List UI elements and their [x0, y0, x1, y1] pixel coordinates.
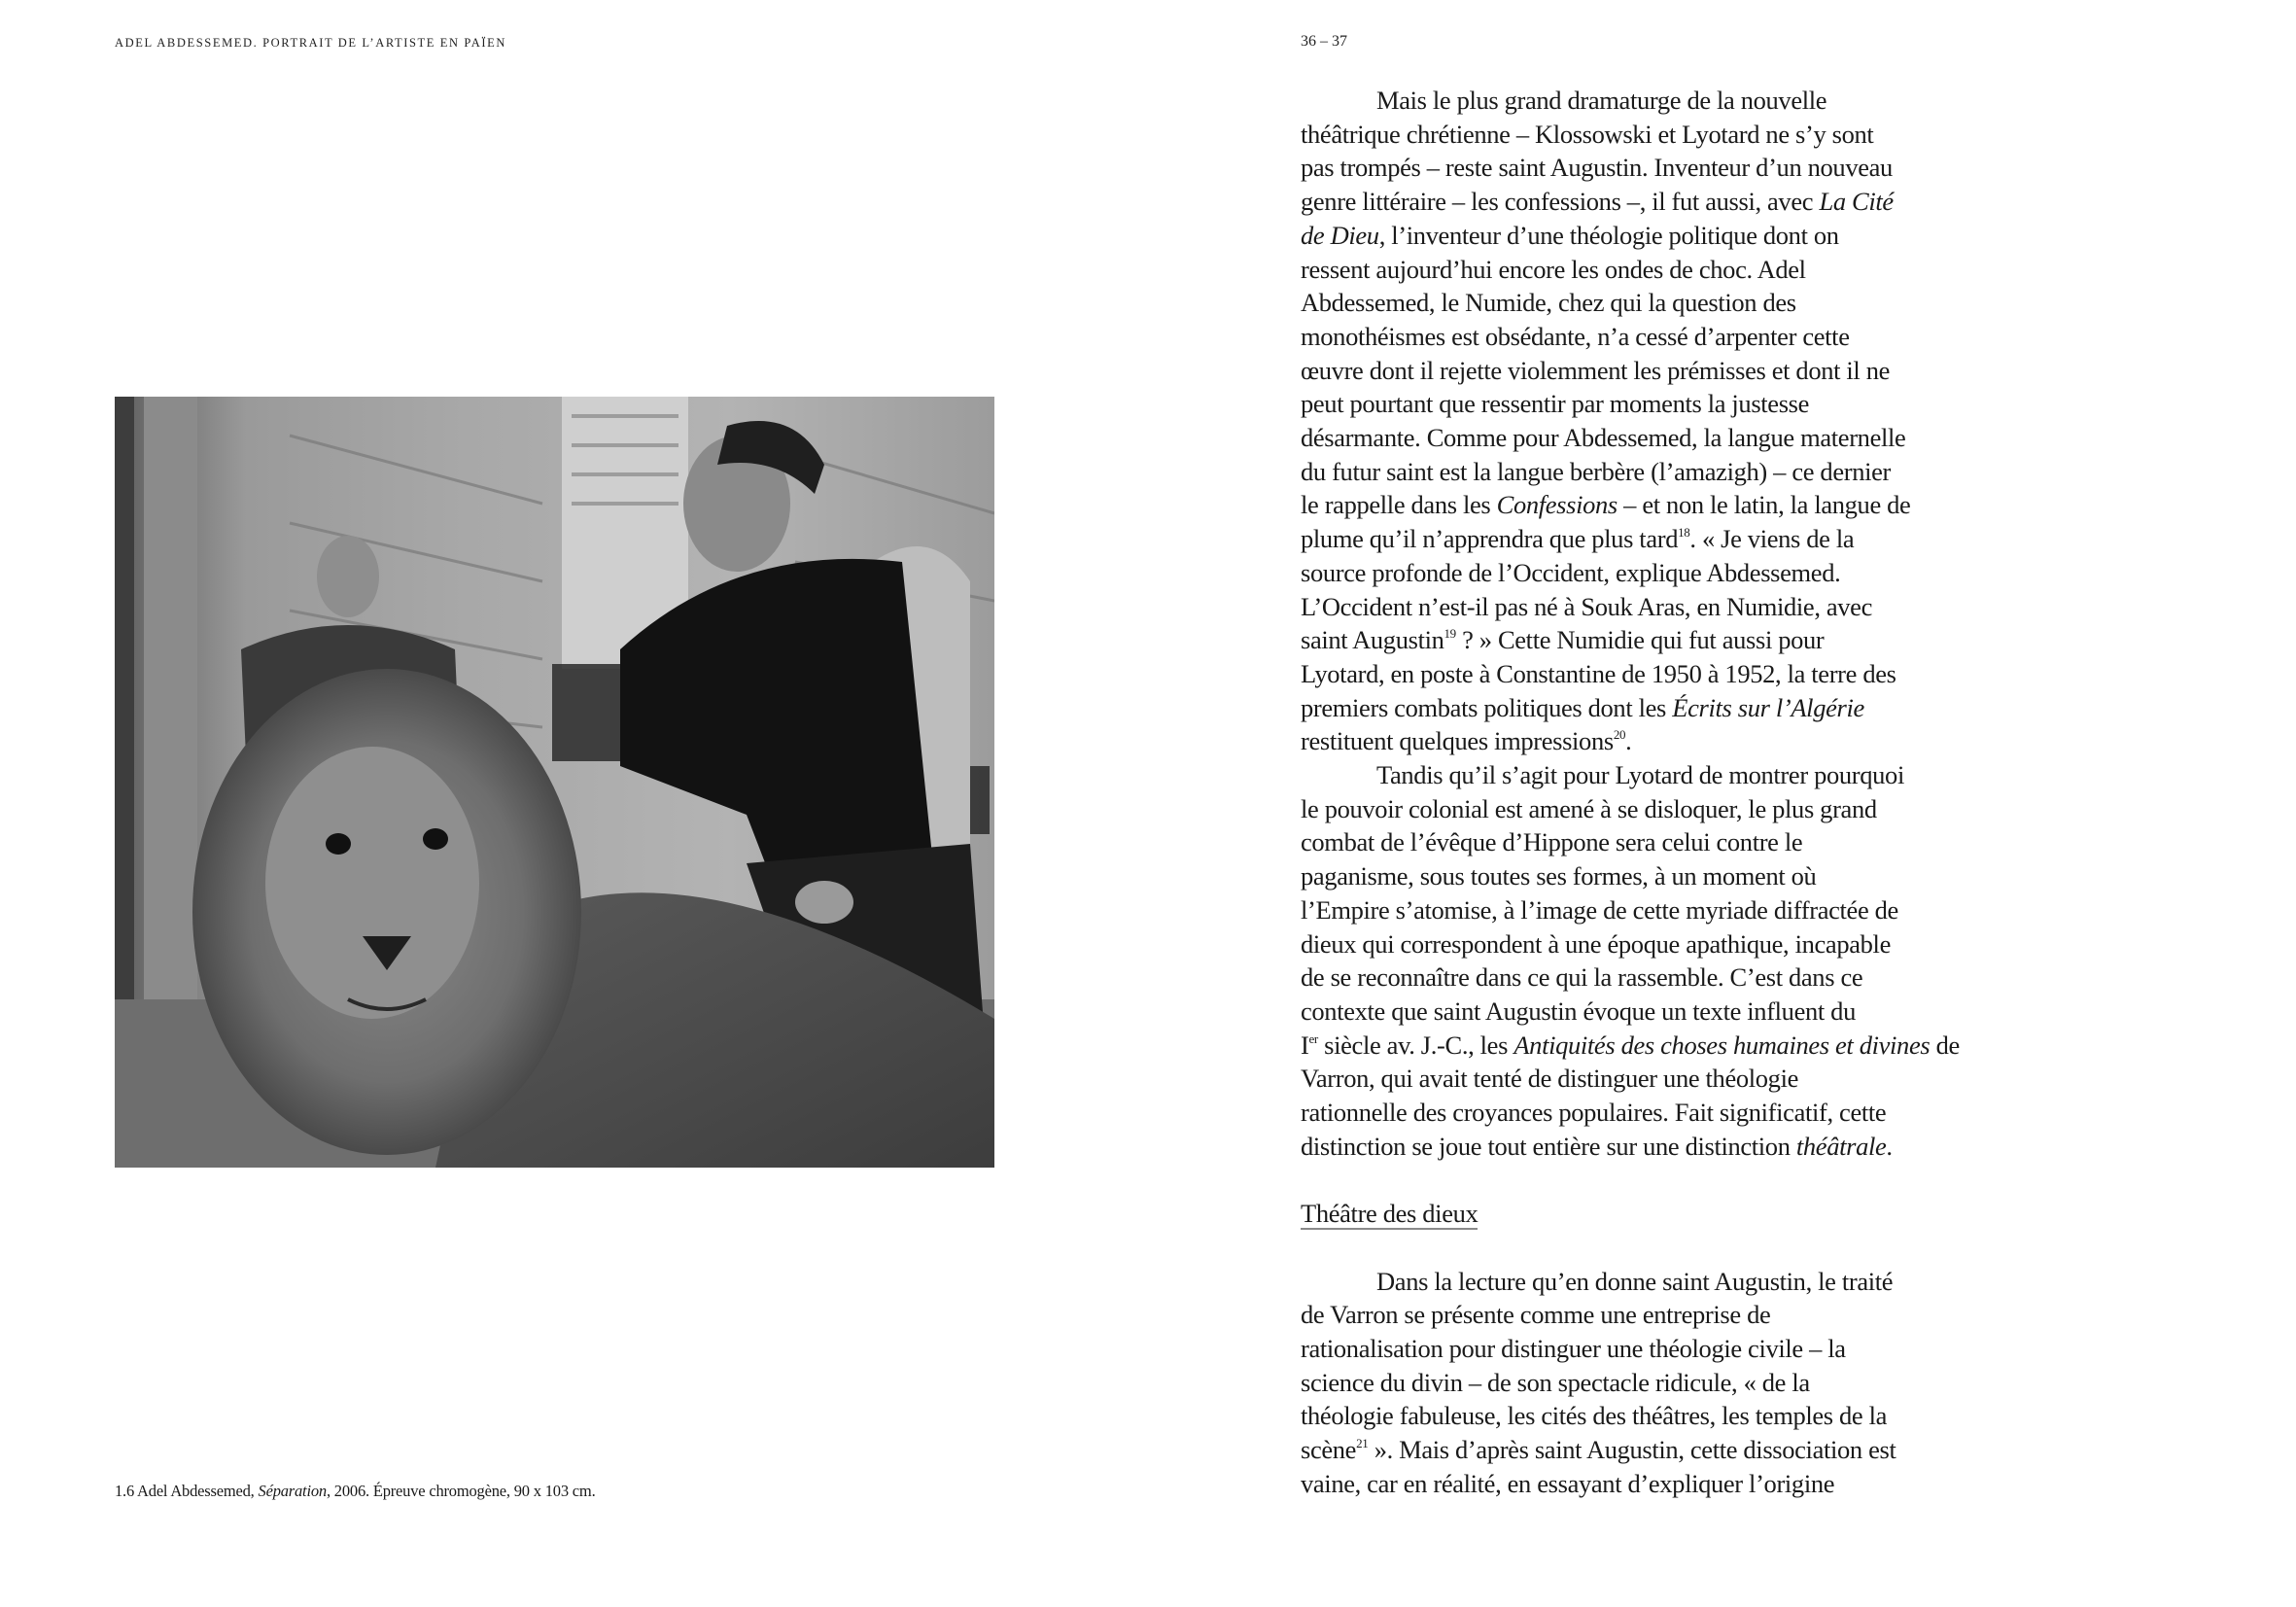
- text-line: [1301, 1062, 2000, 1096]
- photo-illustration: [115, 397, 994, 1168]
- text-line: [1301, 590, 2000, 624]
- text-line: [1301, 1399, 2000, 1433]
- text-run: combat de l’évêque d’Hippone sera celui contre le: [1301, 827, 1803, 857]
- text-run: de Varron se présente comme une entreprise de: [1301, 1300, 1771, 1330]
- italic-title: Antiquités des choses humaines et divines: [1513, 1030, 1931, 1060]
- text-line: [1301, 421, 2000, 455]
- section-heading-line: [1301, 1197, 2000, 1231]
- paragraph-2: [1301, 758, 2000, 1163]
- text-run: peut pourtant que ressentir par moments la justesse: [1301, 389, 1810, 419]
- text-line: [1301, 253, 2000, 287]
- text-run: siècle av. J.-C., les: [1317, 1030, 1514, 1060]
- text-line: [1301, 84, 2000, 118]
- text-run: du futur saint est la langue berbère (l’amazigh) – ce dernier: [1301, 456, 1892, 486]
- section-heading: Théâtre des dieux: [1301, 1199, 1478, 1229]
- text-line: [1301, 623, 2000, 657]
- footnote-ref: 18: [1678, 525, 1690, 541]
- text-line: [1301, 1332, 2000, 1366]
- text-run: – et non le latin, la langue de: [1617, 490, 1911, 520]
- section-spacer: [1301, 1164, 2000, 1198]
- italic-title: théâtrale: [1795, 1131, 1887, 1161]
- text-line: [1301, 1467, 2000, 1501]
- text-line: [1301, 118, 2000, 152]
- text-run: restituent quelques impressions: [1301, 726, 1614, 756]
- text-line: [1301, 724, 2000, 758]
- text-run: .: [1886, 1131, 1893, 1161]
- caption-title: Séparation: [258, 1482, 327, 1500]
- text-line: [1301, 792, 2000, 826]
- page-folio: 36 – 37: [1301, 33, 1347, 50]
- text-line: [1301, 859, 2000, 893]
- text-run: Lyotard, en poste à Constantine de 1950 à 1952, la terre des: [1301, 658, 1896, 688]
- italic-title: de Dieu: [1301, 220, 1379, 250]
- text-run: œuvre dont il rejette violemment les prémisses et dont il ne: [1301, 355, 1891, 385]
- text-run: science du divin – de son spectacle ridicule, « de la: [1301, 1367, 1810, 1397]
- section-spacer: [1301, 1231, 2000, 1265]
- text-line: [1301, 961, 2000, 995]
- text-line: [1301, 893, 2000, 927]
- text-run: Mais le plus grand dramaturge de la nouvelle: [1376, 86, 1827, 115]
- text-line: [1301, 1298, 2000, 1332]
- text-run: rationalisation pour distinguer une théologie civile – la: [1301, 1333, 1846, 1363]
- text-run: , l’inventeur d’une théologie politique dont on: [1378, 220, 1839, 250]
- text-run: . « Je viens de la: [1689, 524, 1855, 554]
- text-line: [1301, 219, 2000, 253]
- text-run: théâtrique chrétienne – Klossowski et Lyotard ne s’y sont: [1301, 119, 1874, 149]
- photograph-lion-and-men: [115, 397, 994, 1168]
- text-line: [1301, 185, 2000, 219]
- text-run: le rappelle dans les: [1301, 490, 1497, 520]
- text-run: scène: [1301, 1435, 1357, 1465]
- text-line: [1301, 320, 2000, 354]
- text-run: de se reconnaître dans ce qui la rassemble. C’est dans ce: [1301, 962, 1863, 993]
- text-line: [1301, 488, 2000, 522]
- text-run: monothéismes est obsédante, n’a cessé d’arpenter cette: [1301, 321, 1850, 351]
- caption-artist: Adel Abdessemed,: [137, 1482, 255, 1500]
- running-head: ADEL ABDESSEMED. PORTRAIT DE L’ARTISTE EN PAÏEN: [115, 36, 506, 50]
- text-run: ressent aujourd’hui encore les ondes de choc. Adel: [1301, 254, 1806, 284]
- text-run: Varron, qui avait tenté de distinguer une théologie: [1301, 1064, 1798, 1094]
- text-line: [1301, 455, 2000, 489]
- text-line: [1301, 354, 2000, 388]
- text-run: contexte que saint Augustin évoque un texte influent du: [1301, 996, 1856, 1026]
- text-run: saint Augustin: [1301, 625, 1444, 655]
- text-line: [1301, 657, 2000, 691]
- text-run: de: [1930, 1030, 1960, 1060]
- text-run: l’Empire s’atomise, à l’image de cette myriade diffractée de: [1301, 894, 1898, 925]
- text-line: [1301, 758, 2000, 792]
- text-run: désarmante. Comme pour Abdessemed, la langue maternelle: [1301, 423, 1906, 453]
- text-run: pas trompés – reste saint Augustin. Inventeur d’un nouveau: [1301, 153, 1893, 183]
- italic-title: Confessions: [1496, 490, 1618, 520]
- text-run: genre littéraire – les confessions –, il fut aussi, avec: [1301, 187, 1820, 217]
- text-run: dieux qui correspondent à une époque apathique, incapable: [1301, 928, 1891, 959]
- text-line: [1301, 1433, 2000, 1467]
- text-line: [1301, 1265, 2000, 1299]
- text-line: [1301, 995, 2000, 1029]
- footnote-ref: er: [1308, 1031, 1318, 1046]
- text-line: [1301, 522, 2000, 556]
- text-line: [1301, 151, 2000, 185]
- caption-details: , 2006. Épreuve chromogène, 90 x 103 cm.: [326, 1482, 596, 1500]
- italic-title: La Cité: [1819, 187, 1894, 217]
- text-run: le pouvoir colonial est amené à se disloquer, le plus grand: [1301, 793, 1877, 823]
- caption-number: 1.6: [115, 1482, 135, 1500]
- text-line: [1301, 1096, 2000, 1130]
- text-run: paganisme, sous toutes ses formes, à un moment où: [1301, 861, 1817, 891]
- footnote-ref: 20: [1613, 727, 1626, 743]
- text-line: [1301, 1029, 2000, 1063]
- text-run: plume qu’il n’apprendra que plus tard: [1301, 524, 1679, 554]
- text-run: distinction se joue tout entière sur une distinction: [1301, 1131, 1796, 1161]
- text-run: ? » Cette Numidie qui fut aussi pour: [1455, 625, 1825, 655]
- text-line: [1301, 825, 2000, 859]
- paragraph-1: [1301, 84, 2000, 758]
- text-run: théologie fabuleuse, les cités des théâtres, les temples de la: [1301, 1401, 1888, 1431]
- body-text-column: [1301, 84, 2000, 1501]
- text-run: Tandis qu’il s’agit pour Lyotard de montrer pourquoi: [1376, 760, 1904, 790]
- text-line: [1301, 1366, 2000, 1400]
- text-line: [1301, 556, 2000, 590]
- italic-title: Écrits sur l’Algérie: [1672, 692, 1864, 722]
- text-run: Dans la lecture qu’en donne saint Augustin, le traité: [1376, 1266, 1894, 1296]
- text-run: ». Mais d’après saint Augustin, cette dissociation est: [1368, 1435, 1896, 1465]
- text-run: source profonde de l’Occident, explique Abdessemed.: [1301, 557, 1841, 587]
- footnote-ref: 19: [1444, 626, 1456, 642]
- text-run: premiers combats politiques dont les: [1301, 692, 1673, 722]
- text-line: [1301, 1130, 2000, 1164]
- text-line: [1301, 927, 2000, 961]
- text-line: [1301, 387, 2000, 421]
- text-run: rationnelle des croyances populaires. Fait significatif, cette: [1301, 1098, 1887, 1128]
- footnote-ref: 21: [1356, 1436, 1369, 1451]
- text-run: L’Occident n’est-il pas né à Souk Aras, en Numidie, avec: [1301, 591, 1873, 621]
- text-run: vaine, car en réalité, en essayant d’expliquer l’origine: [1301, 1468, 1835, 1498]
- text-line: [1301, 286, 2000, 320]
- figure-caption: [115, 1482, 596, 1501]
- text-line: [1301, 691, 2000, 725]
- text-run: I: [1301, 1030, 1309, 1060]
- paragraph-3: [1301, 1265, 2000, 1501]
- text-run: .: [1625, 726, 1632, 756]
- text-run: Abdessemed, le Numide, chez qui la question des: [1301, 288, 1796, 318]
